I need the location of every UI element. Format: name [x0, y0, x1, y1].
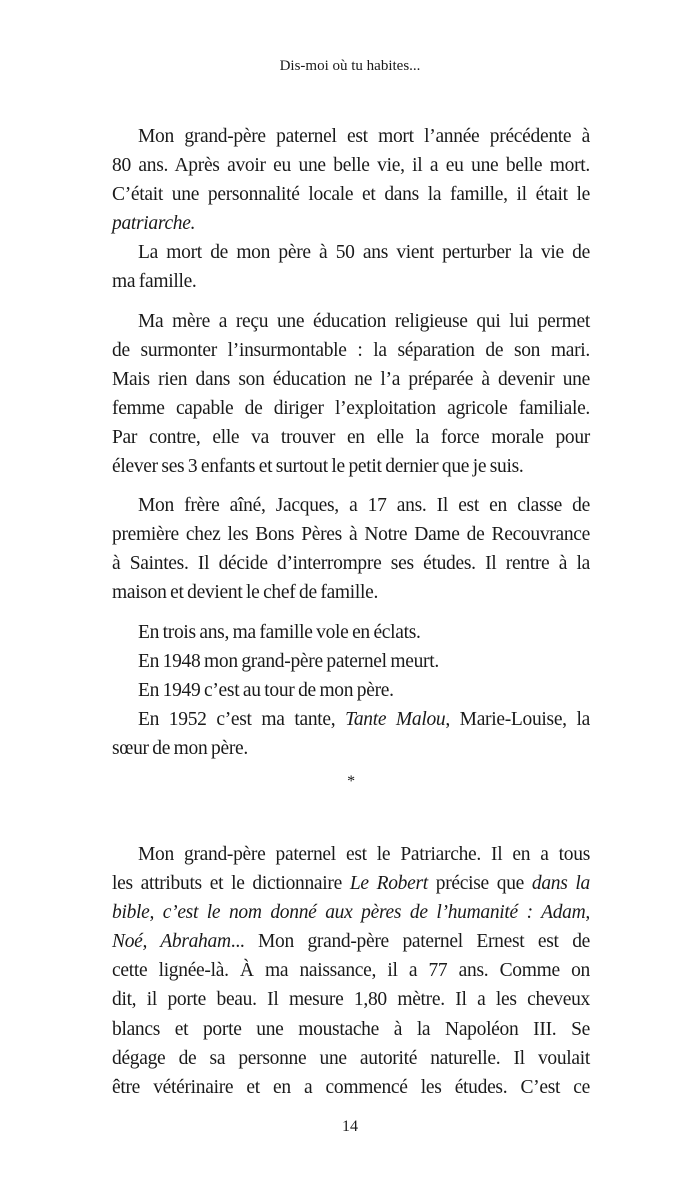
text-segment: 80 ans. Après avoir eu une belle vie, il a eu une belle mort. — [112, 155, 590, 177]
text-segment: dit, il porte beau. Il mesure 1,80 mètre. Il a les cheveux — [112, 989, 590, 1011]
page-number: 14 — [342, 1117, 358, 1135]
text-line — [112, 647, 590, 676]
text-segment: dégage de sa personne une autorité naturelle. Il voulait — [112, 1047, 590, 1069]
text-segment: Mon grand-père paternel est mort l’année précédente à — [138, 126, 590, 147]
text-segment: être vétérinaire et en a commencé les études. C’est ce — [112, 1076, 590, 1098]
paragraph — [112, 491, 590, 607]
text-segment: Mon frère aîné, Jacques, a 17 ans. Il est en classe de — [138, 495, 590, 517]
text-segment: En trois ans, ma famille vole en éclats. — [138, 621, 421, 643]
text-line — [112, 122, 590, 151]
text-segment: les attributs et le dictionnaire — [112, 873, 350, 895]
text-segment: La mort de mon père à 50 ans vient perturber la vie de — [138, 242, 590, 264]
text-segment: ... Mon grand-père paternel Ernest est de — [230, 931, 590, 953]
text-line — [112, 956, 590, 985]
italic-text: patriarche. — [112, 213, 196, 235]
paragraph — [112, 676, 590, 705]
text-line — [112, 394, 590, 423]
paragraph — [112, 705, 590, 763]
text-segment: Mais rien dans son éducation ne l’a préparée à devenir une — [112, 368, 590, 390]
text-segment: première chez les Bons Pères à Notre Dame de Recouvrance — [112, 524, 590, 546]
running-header: Dis-moi où tu habites... — [279, 58, 421, 74]
paragraph — [112, 647, 590, 676]
text-segment: femme capable de diriger l’exploitation agricole familiale. — [112, 397, 590, 419]
text-line — [112, 209, 590, 238]
text-line — [112, 151, 590, 180]
text-line — [112, 549, 590, 578]
text-line — [112, 1073, 590, 1102]
text-line — [112, 1015, 590, 1044]
text-line — [112, 840, 590, 869]
text-line — [112, 985, 590, 1014]
section-separator: * — [347, 772, 355, 790]
italic-text: Noé, Abraham — [112, 931, 231, 953]
text-segment: maison et devient le chef de famille. — [112, 582, 379, 604]
text-line — [112, 578, 590, 607]
italic-text: dans la — [531, 873, 590, 895]
text-line — [112, 1044, 590, 1073]
text-segment: à Saintes. Il décide d’interrompre ses études. Il rentre à la — [112, 553, 590, 575]
text-segment: , Marie-Louise, la — [445, 708, 590, 730]
text-line — [112, 336, 590, 365]
text-line — [112, 267, 590, 296]
text-line — [112, 423, 590, 452]
text-segment: Mon grand-père paternel est le Patriarche. Il en a tous — [138, 843, 590, 865]
text-line — [112, 452, 590, 481]
text-segment: Par contre, elle va trouver en elle la force morale pour — [112, 426, 590, 448]
paragraph — [112, 840, 590, 1102]
text-segment: En 1948 mon grand-père paternel meurt. — [138, 650, 439, 672]
paragraph — [112, 307, 590, 482]
paragraph — [112, 122, 590, 238]
text-segment: blancs et porte une moustache à la Napoléon III. Se — [112, 1018, 590, 1040]
text-line — [112, 365, 590, 394]
italic-text: Le Robert — [349, 873, 428, 895]
text-segment: ma famille. — [112, 271, 197, 293]
text-line — [112, 734, 590, 763]
text-line — [112, 238, 590, 267]
text-line — [112, 307, 590, 336]
text-segment: En 1949 c’est au tour de mon père. — [138, 679, 394, 701]
text-segment: C’était une personnalité locale et dans la famille, il était le — [112, 184, 590, 206]
text-line — [112, 869, 590, 898]
text-block-1 — [112, 122, 590, 796]
text-segment: sœur de mon père. — [112, 737, 248, 759]
text-segment: Ma mère a reçu une éducation religieuse qui lui permet — [138, 310, 590, 332]
paragraph — [112, 618, 590, 647]
text-block-2 — [112, 840, 590, 1102]
text-segment: de surmonter l’insurmontable : la séparation de son mari. — [112, 339, 590, 361]
text-line — [112, 927, 590, 956]
paragraph — [112, 238, 590, 296]
text-segment: précise que — [427, 873, 532, 895]
text-line — [112, 618, 590, 647]
italic-text: Tante Malou — [345, 708, 446, 730]
text-line — [112, 491, 590, 520]
text-line — [112, 898, 590, 927]
italic-text: bible, c’est le nom donné aux pères de l’humanité : Adam, — [112, 902, 590, 924]
text-line — [112, 676, 590, 705]
text-line — [112, 520, 590, 549]
text-line — [112, 180, 590, 209]
text-segment: cette lignée-là. À ma naissance, il a 77 ans. Comme on — [112, 960, 590, 982]
text-segment: élever ses 3 enfants et surtout le petit dernier que je suis. — [112, 456, 524, 478]
text-segment: En 1952 c’est ma tante, — [138, 708, 346, 730]
text-line — [112, 705, 590, 734]
